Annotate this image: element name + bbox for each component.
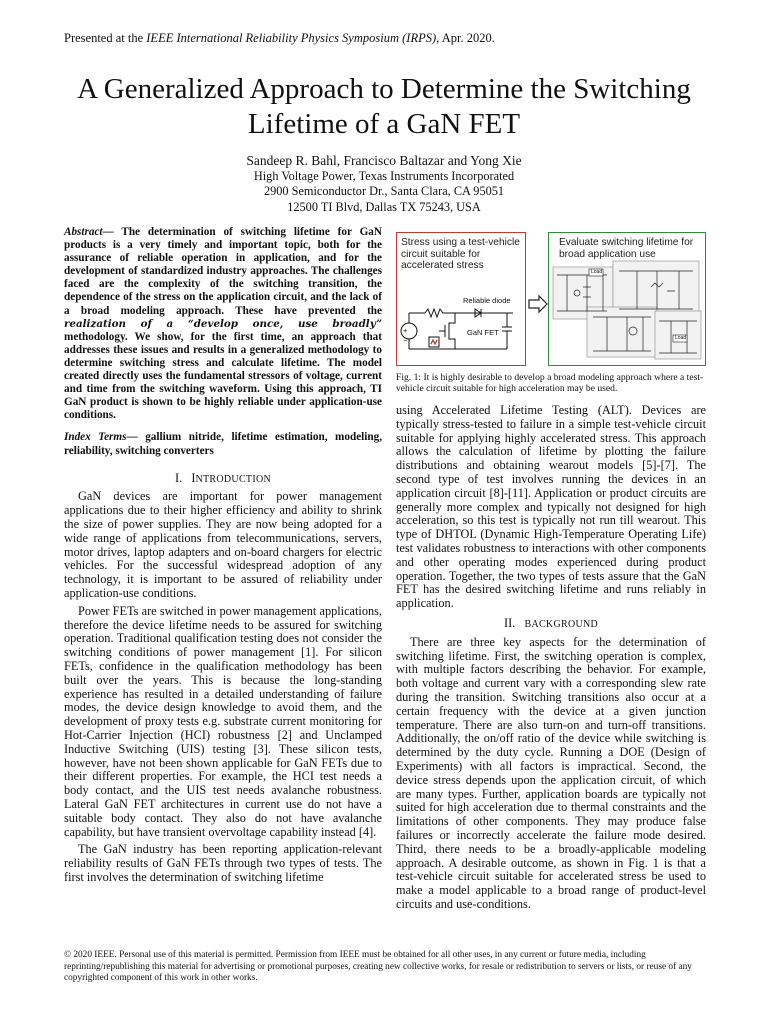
paragraph: The GaN industry has been reporting application-relevant reliability results of GaN FETs through two types of tests. The first involves the determination of switching lifetime [64,842,382,884]
presented-suffix: , Apr. 2020. [436,31,495,45]
application-panel [548,232,706,366]
index-terms [64,431,382,457]
right-column [396,404,706,916]
affiliation-line: 12500 TI Blvd, Dallas TX 75243, USA [287,199,481,214]
section-numeral: I. [174,470,183,485]
index-terms-dash: — [126,431,146,444]
abstract-text-2: methodology. We show, for the first time, an approach that addresses these issues and results in a generalized methodology to determine switching stress and calculate lifetime. The model created directly uses the fundamental stressors of voltage, current and time from the switching waveform. Using this approach, TI GaN product is shown to be highly reliable under application-use conditions. [64,330,382,422]
paragraph: Power FETs are switched in power management applications, therefore the device lifetime needs to be assured for switching operation. Traditional qualification testing does not consider the switching conditions of power management [1]. For silicon FETs, confidence in the qualification methodology has been built over the years. This is because the long-standing experience has resulted in a detailed understanding of failure modes, the device design knowledge to avoid them, and the development of proxy tests e.g. substrate current monitoring for Hot-Carrier Injection (HCI) robustness [2] and Unclamped Inductive Switching (UIS) testing [3]. These silicon tests, however, have not been shown applicable for GaN FETs due to their different properties. For example, the HCI test needs a body contact, and the UIS test needs avalanche robustness. Lateral GaN FET architectures in current use do not have a suitable body contact. They also do not have avalanche capability, but have transient overvoltage capability instead [4]. [64,603,382,839]
application-title: Evaluate switching lifetime for broad application use [559,237,694,260]
paper-title: A Generalized Approach to Determine the Switching Lifetime of a GaN FET [77,73,691,140]
abstract-highlight: realization of a “develop once, use broadly” [64,317,382,330]
load-label: Load [591,269,603,275]
copyright-footer: © 2020 IEEE. Personal use of this material is permitted. Permission from IEEE must be obtained for all other uses, in any current or future media, including reprinting/republishing this material for advertising or promotional purposes, creating new collective works, for resale or redistribution to servers or lists, or reuse of any copyrighted component of this work in other works. [64,950,692,984]
author-list: Sandeep R. Bahl, Francisco Baltazar and Yong Xie [246,153,522,168]
section-heading-background [396,617,706,632]
paragraph: GaN devices are important for power management applications due to their higher efficiency and ability to shrink the size of power supplies. They are now being adopted for a wide range of applications from telecommunications, servers, motor drives, laptop adapters and on-board chargers for electric vehicles. For the successful widespread adoption of any technology, it is important to be assured of reliability under application-use conditions. [64,489,382,600]
figure-caption: Fig. 1: It is highly desirable to develop a broad modeling approach where a test-vehicle circuit suitable for high acceleration may be used. [396,372,704,395]
affiliation-line: 2900 Semiconductor Dr., Santa Clara, CA 95051 [263,184,505,199]
venue-name: IEEE International Reliability Physics Symposium (IRPS) [146,31,437,45]
test-vehicle-title: Stress using a test-vehicle circuit suitable for accelerated stress [401,237,520,271]
minus-sign: − [403,336,408,345]
abstract-dash: — [102,226,122,238]
abstract [64,226,382,422]
application-circuits [547,231,705,365]
presented-prefix: Presented at the [64,31,147,45]
reliable-diode-label: Reliable diode [463,296,511,305]
section-title: BACKGROUND [524,618,599,630]
test-vehicle-panel [396,232,526,366]
presented-at-line [64,31,495,46]
gan-fet-label: GaN FET [467,328,499,337]
section-numeral: II. [503,615,516,630]
right-arrow-icon [527,294,549,314]
index-terms-label: Index Terms [64,431,127,444]
section-heading-introduction [64,472,382,487]
paragraph: There are three key aspects for the determination of switching lifetime. First, the switching operation is complex, with multiple factors describing the behavior. For example, both voltage and current vary with a corresponding slew rate during the transition. Switching transitions also occur at a certain frequency with the device at a given junction temperature. There are also turn-on and turn-off transitions. Additionally, the on/off ratio of the device while switching is determined by the duty cycle. Running a DOE (Design of Experiments) with all factors is impractical. Second, the device stress depends upon the application circuit, of which are many types. Further, application boards are typically not suited for high acceleration due to thermal constraints and the limitations of other components. They may produce false failures or incorrectly accelerate the failure mode desired. Third, there needs to be a broadly-applicable modeling approach. A desirable outcome, as shown in Fig. 1 is that a test-vehicle circuit suitable for accelerated stress be used to make a model applicable to a broad range of product-level circuits and use-conditions. [396,634,706,911]
section-title-rest: NTRODUCTION [195,473,272,485]
section-first-letter: I [191,470,196,485]
affiliation-line: High Voltage Power, Texas Instruments Incorporated [253,169,515,183]
abstract-label: Abstract [64,226,103,238]
affiliation [0,169,768,215]
index-terms-text: gallium nitride, lifetime estimation, modeling, reliability, switching converters [64,431,382,457]
left-column [64,226,382,889]
paragraph: using Accelerated Lifetime Testing (ALT). Devices are typically stress-tested to failure in a simple test-vehicle circuit suitable for applying highly accelerated stress. This approach allows the calculation of lifetime by plotting the failure distributions and obtaining wearout models [5]-[7]. The second type of test involves running the devices in an application circuit [8]-[11]. Application or product circuits are generally more complex and typically not designed for high acceleration, so this test is typically not run till wearout. This type of DHTOL (Dynamic High-Temperature Operating Life) test validates robustness to interactions with other components and other operating modes experienced during product operation. Together, the two types of tests assure that the GaN FET has the desired switching lifetime and runs reliably in application. [396,403,706,611]
figure-1 [396,232,706,366]
abstract-text: The determination of switching lifetime for GaN products is a very timely and important topic, both for the assurance of reliable operation in application, and for the development of standardized industry approaches. The challenges faced are the complexity of the switching transition, the dependence of the stress on the application circuit, and the lack of a broad modeling approach. These have prevented the [64,226,382,317]
plus-sign: + [403,326,408,335]
load-label-2: Load [675,335,687,341]
